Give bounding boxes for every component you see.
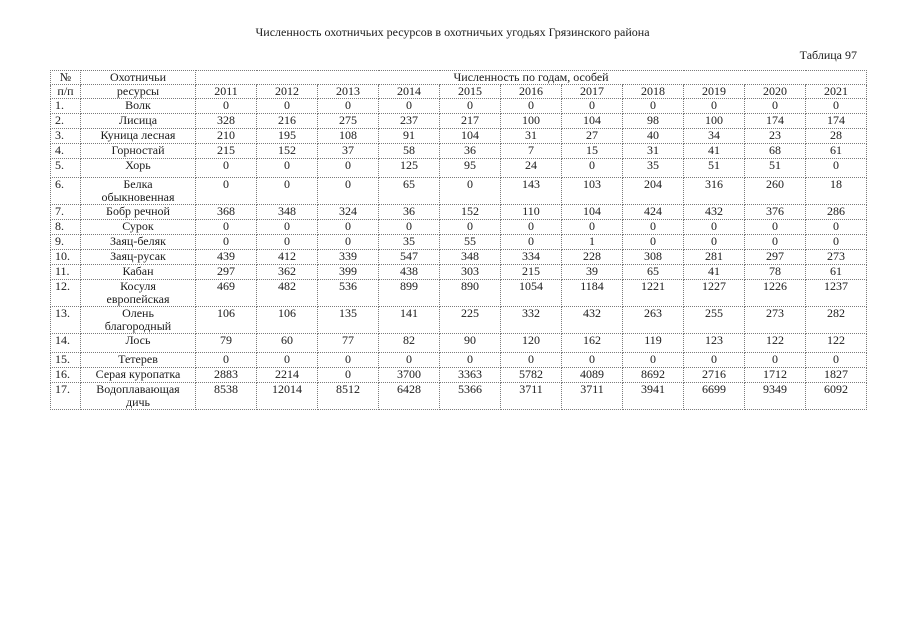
count-cell: 297 [745,250,806,265]
count-cell: 36 [440,144,501,159]
count-cell: 482 [257,280,318,307]
count-cell: 334 [501,250,562,265]
table-row [51,334,867,353]
resource-name [81,250,196,265]
row-number: 16. [51,368,81,383]
count-cell: 125 [379,159,440,178]
row-number: 5. [51,159,81,178]
count-cell: 0 [257,235,318,250]
count-cell: 35 [379,235,440,250]
table-row [51,235,867,250]
count-cell: 286 [806,205,867,220]
count-cell: 36 [379,205,440,220]
resource-name [81,220,196,235]
table-row [51,205,867,220]
table-row [51,383,867,410]
count-cell: 0 [501,235,562,250]
page-title: Численность охотничьих ресурсов в охотничьих угодьях Грязинского района [255,25,650,39]
count-cell: 0 [196,99,257,114]
count-cell: 536 [318,280,379,307]
row-number: 1. [51,99,81,114]
count-cell: 0 [501,353,562,368]
header-year: 2015 [440,85,501,99]
count-cell: 399 [318,265,379,280]
header-year: 2019 [684,85,745,99]
count-cell: 0 [196,220,257,235]
row-number: 10. [51,250,81,265]
count-cell: 0 [501,220,562,235]
count-cell: 103 [562,178,623,205]
count-cell: 217 [440,114,501,129]
table-row [51,265,867,280]
count-cell: 424 [623,205,684,220]
count-cell: 332 [501,307,562,334]
count-cell: 0 [806,220,867,235]
count-cell: 3363 [440,368,501,383]
count-cell: 439 [196,250,257,265]
row-number: 11. [51,265,81,280]
count-cell: 51 [745,159,806,178]
count-cell: 0 [257,353,318,368]
count-cell: 0 [562,220,623,235]
count-cell: 141 [379,307,440,334]
count-cell: 23 [745,129,806,144]
count-cell: 324 [318,205,379,220]
count-cell: 362 [257,265,318,280]
count-cell: 5366 [440,383,501,410]
row-number: 14. [51,334,81,353]
count-cell: 225 [440,307,501,334]
count-cell: 0 [745,353,806,368]
count-cell: 0 [318,220,379,235]
resource-name-line1: Бобр речной [106,204,170,218]
count-cell: 6092 [806,383,867,410]
count-cell: 0 [745,235,806,250]
table-row [51,144,867,159]
count-cell: 0 [684,353,745,368]
table-row [51,114,867,129]
resource-name-line2: благородный [104,319,172,333]
table-row [51,159,867,178]
count-cell: 95 [440,159,501,178]
count-cell: 0 [562,99,623,114]
count-cell: 890 [440,280,501,307]
header-year: 2016 [501,85,562,99]
resource-name [81,159,196,178]
count-cell: 65 [379,178,440,205]
count-cell: 5782 [501,368,562,383]
header-resource-bottom: ресурсы [81,85,196,99]
count-cell: 106 [196,307,257,334]
resource-name [81,129,196,144]
count-cell: 79 [196,334,257,353]
count-cell: 1 [562,235,623,250]
resource-name-line1: Тетерев [118,352,158,366]
count-cell: 4089 [562,368,623,383]
count-cell: 6699 [684,383,745,410]
count-cell: 0 [440,353,501,368]
resource-name-line1: Куница лесная [100,128,176,142]
count-cell: 152 [440,205,501,220]
count-cell: 0 [379,220,440,235]
count-cell: 39 [562,265,623,280]
count-cell: 6428 [379,383,440,410]
row-number: 15. [51,353,81,368]
count-cell: 215 [196,144,257,159]
count-cell: 899 [379,280,440,307]
header-years-group: Численность по годам, особей [196,71,867,85]
table-row [51,280,867,307]
count-cell: 37 [318,144,379,159]
count-cell: 0 [806,99,867,114]
count-cell: 348 [257,205,318,220]
count-cell: 469 [196,280,257,307]
count-cell: 1712 [745,368,806,383]
count-cell: 0 [806,235,867,250]
header-resource-top: Охотничьи [81,71,196,85]
count-cell: 308 [623,250,684,265]
count-cell: 152 [257,144,318,159]
row-number: 13. [51,307,81,334]
count-cell: 3711 [562,383,623,410]
resource-name [81,99,196,114]
count-cell: 255 [684,307,745,334]
count-cell: 0 [318,159,379,178]
resource-name-line1: Сурок [122,219,154,233]
count-cell: 40 [623,129,684,144]
count-cell: 0 [745,99,806,114]
row-number: 7. [51,205,81,220]
count-cell: 110 [501,205,562,220]
count-cell: 41 [684,144,745,159]
count-cell: 8538 [196,383,257,410]
row-number: 3. [51,129,81,144]
count-cell: 0 [684,235,745,250]
resource-name-line1: Олень [122,306,154,320]
count-cell: 18 [806,178,867,205]
table-row [51,307,867,334]
hunting-resources-table [50,70,867,410]
count-cell: 260 [745,178,806,205]
count-cell: 0 [196,353,257,368]
count-cell: 65 [623,265,684,280]
count-cell: 1184 [562,280,623,307]
count-cell: 216 [257,114,318,129]
table-body [51,99,867,410]
resource-name-line1: Водоплавающая [96,382,180,396]
count-cell: 0 [684,220,745,235]
count-cell: 237 [379,114,440,129]
count-cell: 61 [806,265,867,280]
resource-name-line1: Лось [125,333,151,347]
count-cell: 0 [318,235,379,250]
count-cell: 432 [562,307,623,334]
resource-name-line2: дичь [125,395,151,409]
count-cell: 1054 [501,280,562,307]
count-cell: 0 [196,159,257,178]
count-cell: 281 [684,250,745,265]
header-year: 2021 [806,85,867,99]
table-row [51,178,867,205]
count-cell: 348 [440,250,501,265]
count-cell: 297 [196,265,257,280]
count-cell: 0 [257,178,318,205]
row-number: 12. [51,280,81,307]
count-cell: 0 [257,159,318,178]
count-cell: 77 [318,334,379,353]
resource-name [81,205,196,220]
count-cell: 0 [196,178,257,205]
count-cell: 41 [684,265,745,280]
header-year: 2014 [379,85,440,99]
table-row [51,368,867,383]
count-cell: 143 [501,178,562,205]
count-cell: 104 [440,129,501,144]
table-row [51,250,867,265]
count-cell: 1827 [806,368,867,383]
count-cell: 215 [501,265,562,280]
count-cell: 2883 [196,368,257,383]
count-cell: 432 [684,205,745,220]
count-cell: 78 [745,265,806,280]
count-cell: 0 [379,353,440,368]
resource-name-line1: Заяц-беляк [110,234,166,248]
count-cell: 547 [379,250,440,265]
count-cell: 339 [318,250,379,265]
count-cell: 195 [257,129,318,144]
count-cell: 100 [684,114,745,129]
count-cell: 98 [623,114,684,129]
count-cell: 0 [562,353,623,368]
count-cell: 368 [196,205,257,220]
resource-name [81,265,196,280]
count-cell: 100 [501,114,562,129]
resource-name [81,368,196,383]
count-cell: 3941 [623,383,684,410]
resource-name [81,353,196,368]
count-cell: 0 [257,99,318,114]
resource-name-line1: Лисица [118,113,158,127]
resource-name-line1: Кабан [122,264,154,278]
resource-name [81,307,196,334]
count-cell: 0 [196,235,257,250]
count-cell: 1227 [684,280,745,307]
count-cell: 0 [440,99,501,114]
count-cell: 328 [196,114,257,129]
count-cell: 119 [623,334,684,353]
resource-name-line1: Серая куропатка [95,367,181,381]
count-cell: 275 [318,114,379,129]
count-cell: 0 [257,220,318,235]
count-cell: 0 [501,99,562,114]
header-year: 2011 [196,85,257,99]
count-cell: 9349 [745,383,806,410]
count-cell: 273 [745,307,806,334]
count-cell: 58 [379,144,440,159]
table-row [51,99,867,114]
row-number: 17. [51,383,81,410]
count-cell: 0 [806,353,867,368]
count-cell: 28 [806,129,867,144]
count-cell: 0 [318,178,379,205]
count-cell: 31 [623,144,684,159]
resource-name [81,280,196,307]
resource-name [81,235,196,250]
row-number: 2. [51,114,81,129]
resource-name [81,383,196,410]
count-cell: 0 [623,353,684,368]
header-num-bottom: п/п [51,85,81,99]
count-cell: 282 [806,307,867,334]
table-row [51,220,867,235]
count-cell: 0 [745,220,806,235]
count-cell: 51 [684,159,745,178]
count-cell: 90 [440,334,501,353]
count-cell: 162 [562,334,623,353]
count-cell: 31 [501,129,562,144]
count-cell: 55 [440,235,501,250]
header-year: 2020 [745,85,806,99]
count-cell: 273 [806,250,867,265]
count-cell: 82 [379,334,440,353]
count-cell: 228 [562,250,623,265]
resource-name-line1: Косуля [120,279,156,293]
count-cell: 122 [745,334,806,353]
count-cell: 2716 [684,368,745,383]
count-cell: 0 [440,220,501,235]
count-cell: 0 [623,220,684,235]
count-cell: 34 [684,129,745,144]
resource-name [81,114,196,129]
count-cell: 1237 [806,280,867,307]
count-cell: 0 [684,99,745,114]
count-cell: 438 [379,265,440,280]
resource-name [81,144,196,159]
resource-name-line1: Хорь [125,158,151,172]
count-cell: 12014 [257,383,318,410]
count-cell: 3700 [379,368,440,383]
count-cell: 0 [318,99,379,114]
count-cell: 0 [440,178,501,205]
count-cell: 1221 [623,280,684,307]
count-cell: 106 [257,307,318,334]
count-cell: 1226 [745,280,806,307]
count-cell: 0 [379,99,440,114]
count-cell: 60 [257,334,318,353]
count-cell: 120 [501,334,562,353]
count-cell: 135 [318,307,379,334]
table-row [51,129,867,144]
count-cell: 8512 [318,383,379,410]
table-row [51,353,867,368]
count-cell: 104 [562,205,623,220]
resource-name-line1: Горностай [111,143,165,157]
row-number: 8. [51,220,81,235]
count-cell: 204 [623,178,684,205]
count-cell: 122 [806,334,867,353]
count-cell: 174 [745,114,806,129]
header-num-top: № [51,71,81,85]
table-caption: Таблица 97 [799,48,857,62]
resource-name [81,178,196,205]
header-year: 2018 [623,85,684,99]
resource-name-line2: обыкновенная [101,190,175,204]
count-cell: 303 [440,265,501,280]
count-cell: 0 [623,235,684,250]
header-year: 2012 [257,85,318,99]
count-cell: 0 [623,99,684,114]
count-cell: 35 [623,159,684,178]
count-cell: 0 [318,353,379,368]
count-cell: 316 [684,178,745,205]
count-cell: 0 [562,159,623,178]
header-year: 2013 [318,85,379,99]
resource-name-line1: Заяц-русак [110,249,166,263]
resource-name-line2: европейская [106,292,170,306]
count-cell: 3711 [501,383,562,410]
count-cell: 263 [623,307,684,334]
count-cell: 210 [196,129,257,144]
row-number: 4. [51,144,81,159]
count-cell: 2214 [257,368,318,383]
header-year: 2017 [562,85,623,99]
count-cell: 24 [501,159,562,178]
count-cell: 376 [745,205,806,220]
count-cell: 108 [318,129,379,144]
count-cell: 27 [562,129,623,144]
count-cell: 7 [501,144,562,159]
count-cell: 0 [806,159,867,178]
resource-name [81,334,196,353]
count-cell: 61 [806,144,867,159]
count-cell: 412 [257,250,318,265]
table-header [51,71,867,99]
count-cell: 104 [562,114,623,129]
row-number: 6. [51,178,81,205]
count-cell: 0 [318,368,379,383]
row-number: 9. [51,235,81,250]
count-cell: 123 [684,334,745,353]
count-cell: 91 [379,129,440,144]
resource-name-line1: Волк [125,98,151,112]
resource-name-line1: Белка [123,177,153,191]
count-cell: 68 [745,144,806,159]
count-cell: 174 [806,114,867,129]
count-cell: 8692 [623,368,684,383]
count-cell: 15 [562,144,623,159]
